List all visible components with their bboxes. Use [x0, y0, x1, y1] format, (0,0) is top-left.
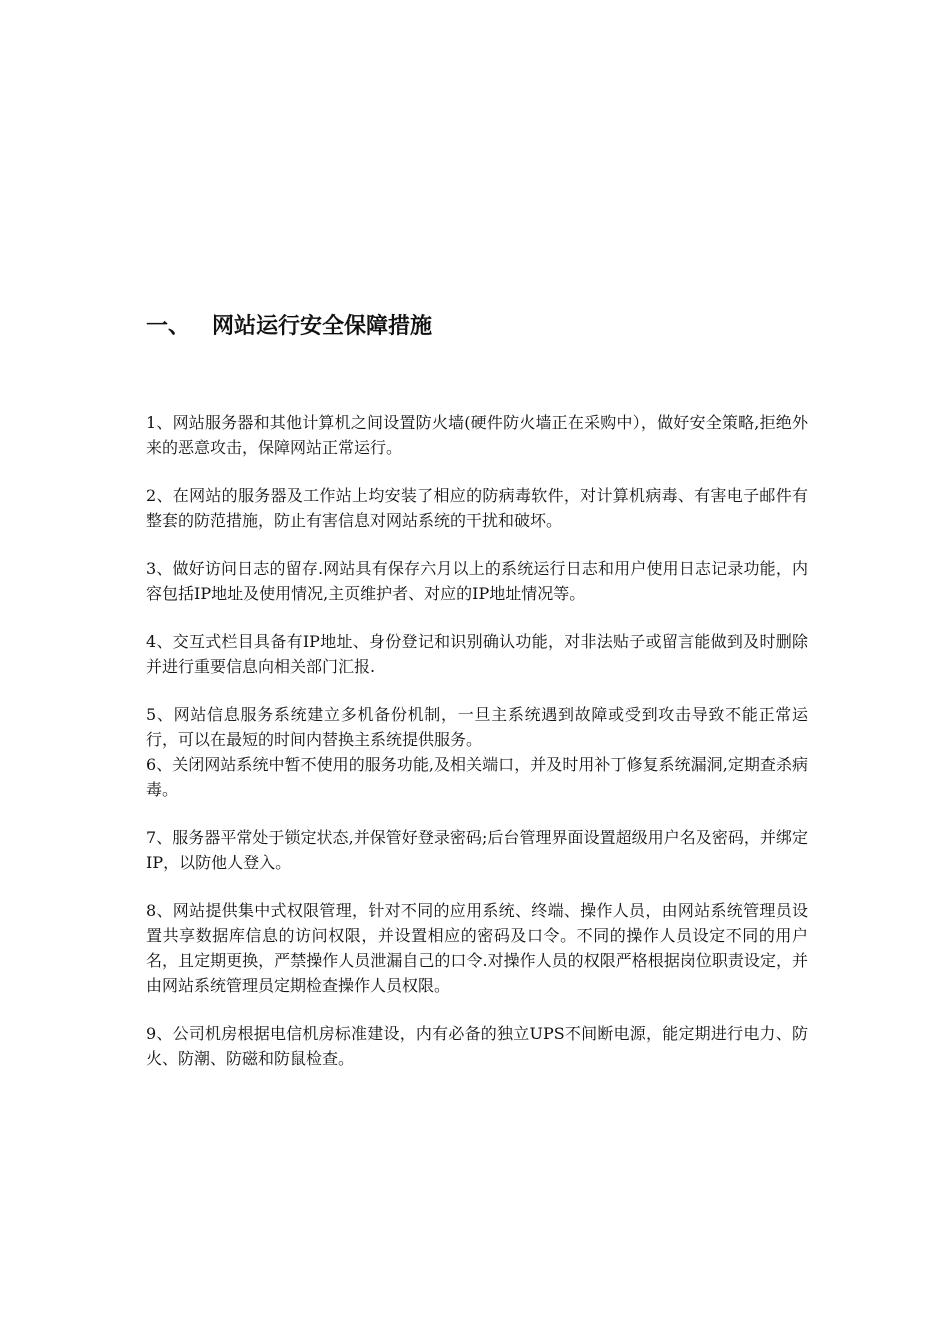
measures-list: [146, 410, 808, 1071]
measure-item-7: 7、服务器平常处于锁定状态,并保管好登录密码;后台管理界面设置超级用户名及密码，并绑定IP，以防他人登入。: [146, 828, 808, 872]
section-heading: [146, 310, 806, 344]
measure-item-9: 9、公司机房根据电信机房标准建设，内有必备的独立UPS不间断电源，能定期进行电力、防火、防潮、防磁和防鼠检查。: [146, 1024, 808, 1068]
measure-item-1: 1、网站服务器和其他计算机之间设置防火墙(硬件防火墙正在采购中），做好安全策略,拒绝外来的恶意攻击，保障网站正常运行。: [146, 413, 808, 457]
measure-item-3: 3、做好访问日志的留存.网站具有保存六月以上的系统运行日志和用户使用日志记录功能，内容包括IP地址及使用情况,主页维护者、对应的IP地址情况等。: [146, 559, 808, 603]
measure-item-5: 5、网站信息服务系统建立多机备份机制，一旦主系统遇到故障或受到攻击导致不能正常运行，可以在最短的时间内替换主系统提供服务。: [146, 705, 808, 749]
measure-item-6: 6、关闭网站系统中暂不使用的服务功能,及相关端口，并及时用补丁修复系统漏洞,定期查杀病毒。: [146, 755, 808, 799]
section-title: 网站运行安全保障措施: [212, 314, 433, 339]
measure-item-4: 4、交互式栏目具备有IP地址、身份登记和识别确认功能，对非法贴子或留言能做到及时删除并进行重要信息向相关部门汇报.: [146, 632, 808, 676]
measure-item-8: 8、网站提供集中式权限管理，针对不同的应用系统、终端、操作人员，由网站系统管理员设置共享数据库信息的访问权限，并设置相应的密码及口令。不同的操作人员设定不同的用户名，且定期更换，严禁操作人员泄漏自己的口令.对操作人员的权限严格根据岗位职责设定，并由网站系统管理员定期检查操作人员权限。: [146, 901, 808, 995]
measure-item-2: 2、在网站的服务器及工作站上均安装了相应的防病毒软件，对计算机病毒、有害电子邮件有整套的防范措施，防止有害信息对网站系统的干扰和破坏。: [146, 486, 808, 530]
section-number: 一、: [146, 314, 191, 339]
